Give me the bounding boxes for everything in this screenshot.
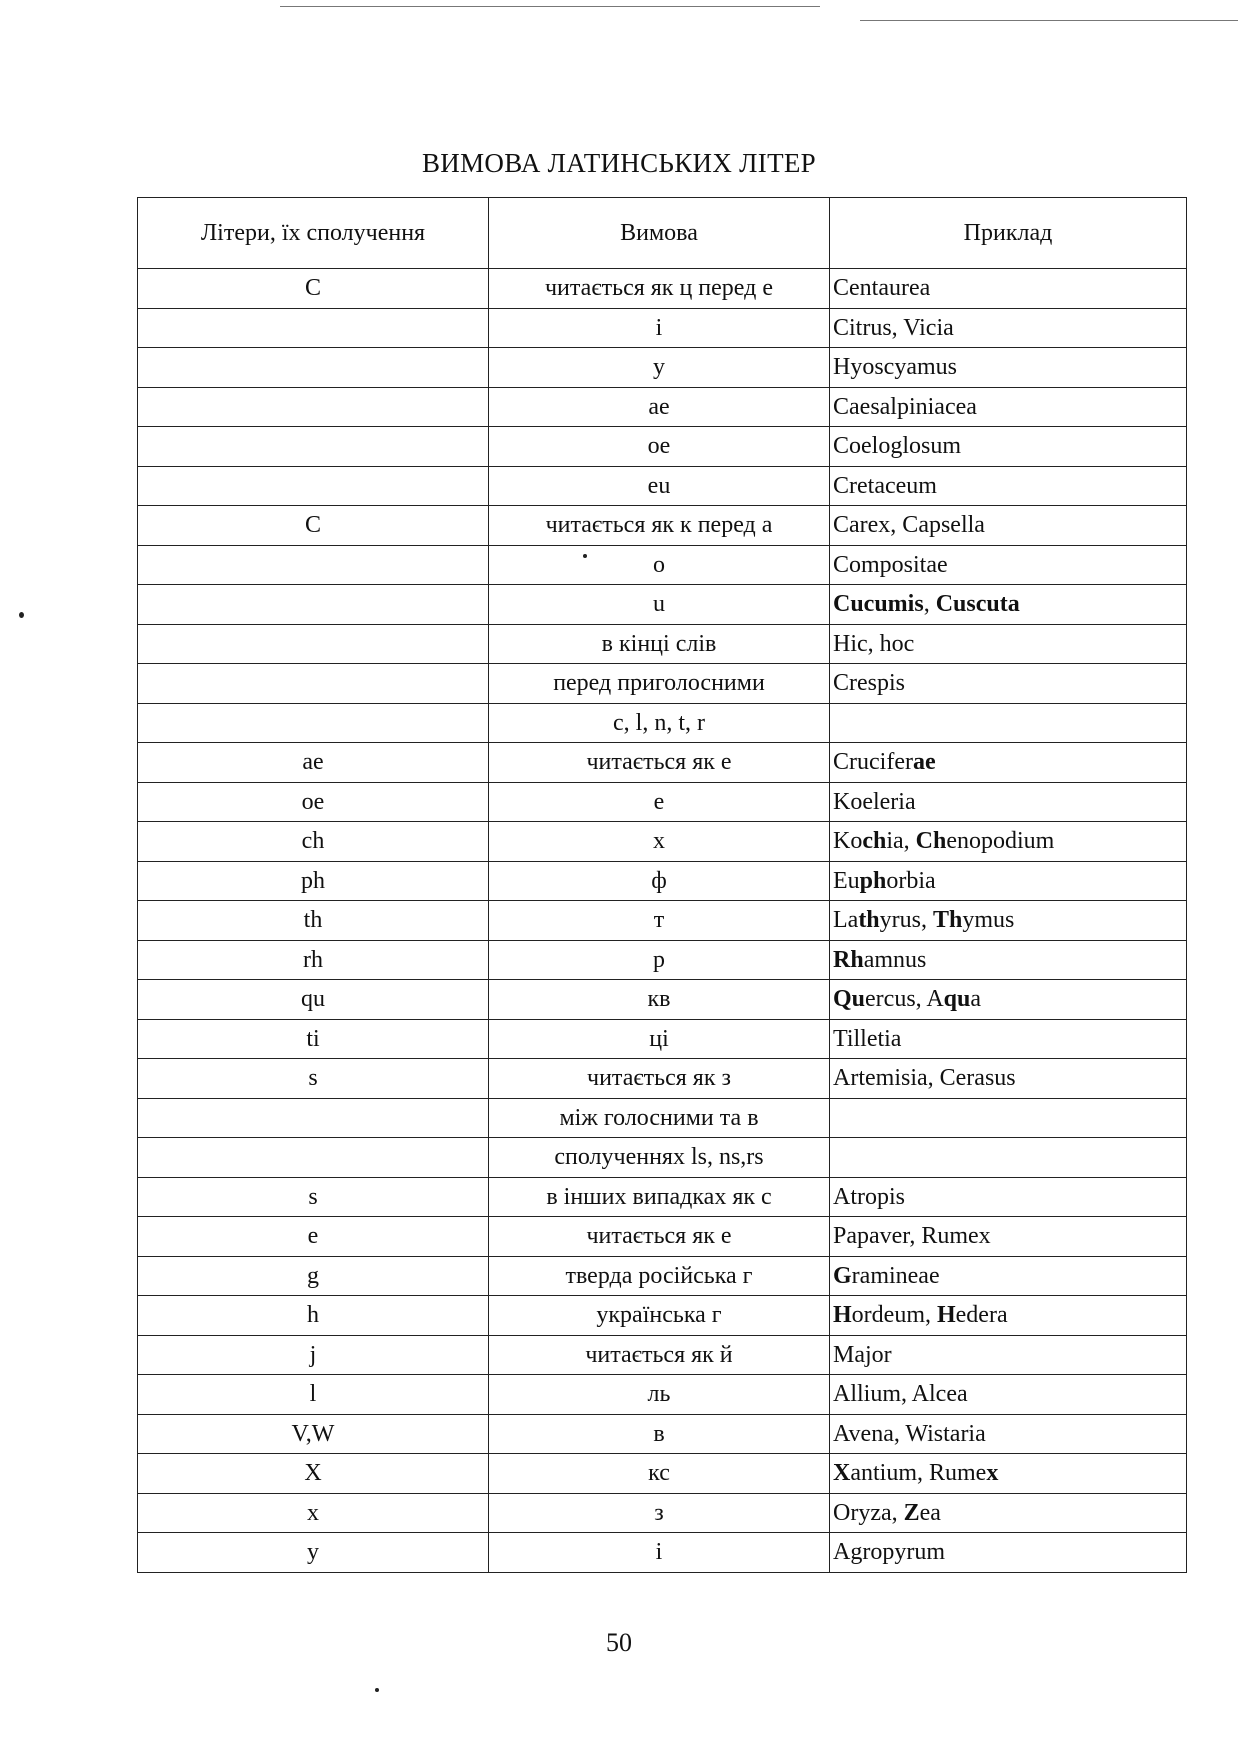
example-cell (830, 1138, 1187, 1178)
example-cell: Quercus, Aqua (830, 980, 1187, 1020)
example-cell: Xantium, Rumex (830, 1454, 1187, 1494)
letters-cell (138, 624, 489, 664)
table-row (138, 1493, 1187, 1533)
table-row (138, 1059, 1187, 1099)
example-cell: Citrus, Vicia (830, 308, 1187, 348)
letters-cell: qu (138, 980, 489, 1020)
column-header-letters: Літери, їх сполучення (138, 198, 489, 269)
example-cell: Atropis (830, 1177, 1187, 1217)
letters-cell: s (138, 1177, 489, 1217)
letters-cell: ae (138, 743, 489, 783)
pronunciation-cell: ф (489, 861, 830, 901)
letters-cell: e (138, 1217, 489, 1257)
pronunciation-cell: і (489, 1533, 830, 1573)
example-cell: Agropyrum (830, 1533, 1187, 1573)
table-row (138, 703, 1187, 743)
pronunciation-cell: c, l, n, t, r (489, 703, 830, 743)
table-row (138, 822, 1187, 862)
example-cell: Hic, hoc (830, 624, 1187, 664)
example-cell: Cruciferae (830, 743, 1187, 783)
table-row (138, 664, 1187, 704)
letters-cell: x (138, 1493, 489, 1533)
table-row (138, 1454, 1187, 1494)
example-cell: Major (830, 1335, 1187, 1375)
pronunciation-cell: е (489, 782, 830, 822)
example-cell: Avena, Wistaria (830, 1414, 1187, 1454)
letters-cell (138, 703, 489, 743)
pronunciation-table (137, 197, 1187, 1573)
letters-cell: s (138, 1059, 489, 1099)
document-title: ВИМОВА ЛАТИНСЬКИХ ЛІТЕР (422, 148, 816, 178)
table-row (138, 506, 1187, 546)
letters-cell (138, 308, 489, 348)
letters-cell: ch (138, 822, 489, 862)
table-row (138, 861, 1187, 901)
example-cell: Hordeum, Hedera (830, 1296, 1187, 1336)
letters-cell (138, 664, 489, 704)
letters-cell: y (138, 1533, 489, 1573)
example-cell: Crespis (830, 664, 1187, 704)
letters-cell: ti (138, 1019, 489, 1059)
letters-cell (138, 1138, 489, 1178)
pronunciation-cell: кв (489, 980, 830, 1020)
scan-speck (19, 612, 24, 618)
example-cell: Allium, Alcea (830, 1375, 1187, 1415)
letters-cell: oe (138, 782, 489, 822)
example-cell: Lathyrus, Thymus (830, 901, 1187, 941)
table-row (138, 1138, 1187, 1178)
pronunciation-cell: ль (489, 1375, 830, 1415)
example-cell (830, 1098, 1187, 1138)
letters-cell (138, 545, 489, 585)
example-cell: Euphorbia (830, 861, 1187, 901)
pronunciation-cell: українська г (489, 1296, 830, 1336)
pronunciation-cell: ae (489, 387, 830, 427)
example-cell (830, 703, 1187, 743)
letters-cell (138, 387, 489, 427)
pronunciation-cell: читається як к перед а (489, 506, 830, 546)
scan-speck (375, 1688, 379, 1692)
pronunciation-cell: oe (489, 427, 830, 467)
pronunciation-cell: читається як е (489, 743, 830, 783)
letters-cell (138, 1098, 489, 1138)
letters-cell: th (138, 901, 489, 941)
table-row (138, 743, 1187, 783)
table-header-row (138, 198, 1187, 269)
example-cell: Koeleria (830, 782, 1187, 822)
table-row (138, 940, 1187, 980)
table-row (138, 348, 1187, 388)
example-cell: Carex, Capsella (830, 506, 1187, 546)
example-cell: Artemisia, Cerasus (830, 1059, 1187, 1099)
table-row (138, 1217, 1187, 1257)
example-cell: Cretaceum (830, 466, 1187, 506)
table-row (138, 387, 1187, 427)
pronunciation-cell: u (489, 585, 830, 625)
letters-cell (138, 427, 489, 467)
table-row (138, 427, 1187, 467)
letters-cell: j (138, 1335, 489, 1375)
table-row (138, 1019, 1187, 1059)
pronunciation-cell: тверда російська г (489, 1256, 830, 1296)
pronunciation-cell: читається як з (489, 1059, 830, 1099)
table-row (138, 269, 1187, 309)
letters-cell: X (138, 1454, 489, 1494)
column-header-example: Приклад (830, 198, 1187, 269)
table-row (138, 1414, 1187, 1454)
page-number: 50 (606, 1628, 632, 1657)
pronunciation-cell: ці (489, 1019, 830, 1059)
letters-cell: V,W (138, 1414, 489, 1454)
letters-cell (138, 466, 489, 506)
letters-cell: l (138, 1375, 489, 1415)
table-row (138, 585, 1187, 625)
letters-cell (138, 585, 489, 625)
pronunciation-cell: читається як й (489, 1335, 830, 1375)
example-cell: Cucumis, Cuscuta (830, 585, 1187, 625)
table-row (138, 1533, 1187, 1573)
pronunciation-cell: кс (489, 1454, 830, 1494)
table-row (138, 466, 1187, 506)
table-body (138, 269, 1187, 1573)
pronunciation-cell: р (489, 940, 830, 980)
letters-cell: h (138, 1296, 489, 1336)
example-cell: Centaurea (830, 269, 1187, 309)
scan-border-line (280, 6, 820, 7)
pronunciation-cell: між голосними та в (489, 1098, 830, 1138)
example-cell: Gramineae (830, 1256, 1187, 1296)
table-row (138, 1256, 1187, 1296)
column-header-pronunciation: Вимова (489, 198, 830, 269)
pronunciation-cell: перед приголосними (489, 664, 830, 704)
letters-cell: C (138, 269, 489, 309)
example-cell: Hyoscyamus (830, 348, 1187, 388)
example-cell: Kochia, Chenopodium (830, 822, 1187, 862)
pronunciation-cell: eu (489, 466, 830, 506)
example-cell: Tilletia (830, 1019, 1187, 1059)
pronunciation-cell: т (489, 901, 830, 941)
table-row (138, 1296, 1187, 1336)
scan-border-line (860, 20, 1238, 21)
table-row (138, 1177, 1187, 1217)
letters-cell (138, 348, 489, 388)
table-row (138, 624, 1187, 664)
table-row (138, 545, 1187, 585)
pronunciation-cell: в кінці слів (489, 624, 830, 664)
table-row (138, 308, 1187, 348)
pronunciation-cell: i (489, 308, 830, 348)
example-cell: Coeloglosum (830, 427, 1187, 467)
pronunciation-cell: y (489, 348, 830, 388)
table-row (138, 1375, 1187, 1415)
letters-cell: ph (138, 861, 489, 901)
example-cell: Rhamnus (830, 940, 1187, 980)
table-row (138, 1098, 1187, 1138)
table-row (138, 901, 1187, 941)
letters-cell: C (138, 506, 489, 546)
table-row (138, 980, 1187, 1020)
letters-cell: g (138, 1256, 489, 1296)
example-cell: Compositae (830, 545, 1187, 585)
pronunciation-cell: х (489, 822, 830, 862)
pronunciation-cell: з (489, 1493, 830, 1533)
pronunciation-cell: в (489, 1414, 830, 1454)
pronunciation-cell: сполученнях ls, ns,rs (489, 1138, 830, 1178)
pronunciation-cell: в інших випадках як с (489, 1177, 830, 1217)
example-cell: Oryza, Zea (830, 1493, 1187, 1533)
example-cell: Papaver, Rumex (830, 1217, 1187, 1257)
table-row (138, 782, 1187, 822)
pronunciation-cell: читається як е (489, 1217, 830, 1257)
letters-cell: rh (138, 940, 489, 980)
example-cell: Caesalpiniacea (830, 387, 1187, 427)
table-row (138, 1335, 1187, 1375)
pronunciation-cell: читається як ц перед е (489, 269, 830, 309)
pronunciation-cell: o (489, 545, 830, 585)
